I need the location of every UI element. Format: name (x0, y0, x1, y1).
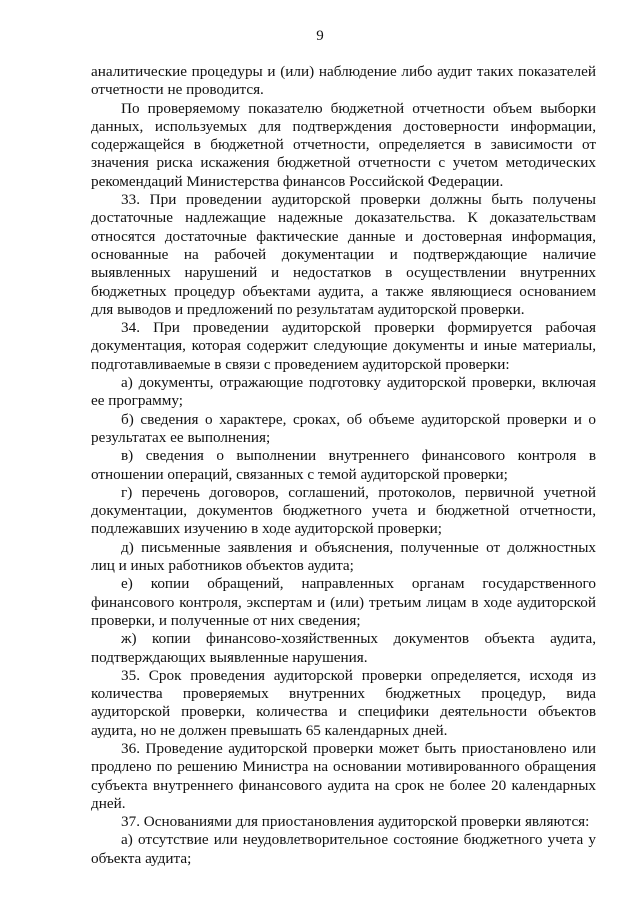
paragraph-33: 33. При проведении аудиторской проверки должны быть получены достаточные надлежащие надежные доказательства. К доказательствам относятся достаточные фактические данные и достоверная информация, основанные на рабочей документации и подтверждающие наличие выявленных нарушений и недостатков в осуществлении внутренних бюджетных процедур объектами аудита, а также являющиеся основанием для выводов и предложений по результатам аудиторской проверки. (91, 191, 596, 318)
page-number: 9 (316, 28, 324, 44)
document-body (91, 63, 596, 868)
paragraph-34: 34. При проведении аудиторской проверки формируется рабочая документация, которая содержит следующие документы и иные материалы, подготавливаемые в связи с проведением аудиторской проверки: (91, 319, 596, 373)
paragraph-35: 35. Срок проведения аудиторской проверки определяется, исходя из количества проверяемых внутренних бюджетных процедур, вида аудиторской проверки, количества и специфики деятельности объектов аудита, но не должен превышать 65 календарных дней. (91, 666, 596, 739)
paragraph-sample-size: По проверяемому показателю бюджетной отчетности объем выборки данных, используемых для подтверждения достоверности информации, содержащейся в бюджетной отчетности, определяется в зависимости от значения риска искажения бюджетной отчетности с учетом методических рекомендаций Министерства финансов Российской Федерации. (91, 99, 596, 190)
list-item-v: в) сведения о выполнении внутреннего финансового контроля в отношении операций, связанных с темой аудиторской проверки; (91, 447, 596, 483)
list-item-a: а) документы, отражающие подготовку аудиторской проверки, включая ее программу; (91, 374, 596, 410)
list-item-e: е) копии обращений, направленных органам государственного финансового контроля, экспертам и (или) третьим лицам в ходе аудиторской проверки, и полученные от них сведения; (91, 575, 596, 629)
paragraph-continuation: аналитические процедуры и (или) наблюдение либо аудит таких показателей отчетности не проводится. (91, 63, 596, 99)
list-item-d: д) письменные заявления и объяснения, полученные от должностных лиц и иных работников объектов аудита; (91, 538, 596, 575)
list-item-b: б) сведения о характере, сроках, об объеме аудиторской проверки и о результатах ее выполнения; (91, 410, 596, 446)
paragraph-36: 36. Проведение аудиторской проверки может быть приостановлено или продлено по решению Министра на основании мотивированного обращения субъекта внутреннего финансового аудита на срок не более 20 календарных дней. (91, 739, 596, 812)
list-item-g: г) перечень договоров, соглашений, протоколов, первичной учетной документации, документов бюджетного учета и бюджетной отчетности, подлежавших изучению в ходе аудиторской проверки; (91, 483, 596, 538)
paragraph-37: 37. Основаниями для приостановления аудиторской проверки являются: (121, 813, 590, 831)
list-item-zh: ж) копии финансово-хозяйственных документов объекта аудита, подтверждающих выявленные нарушения. (91, 630, 596, 666)
list-item-37-a: а) отсутствие или неудовлетворительное состояние бюджетного учета у объекта аудита; (91, 831, 596, 867)
